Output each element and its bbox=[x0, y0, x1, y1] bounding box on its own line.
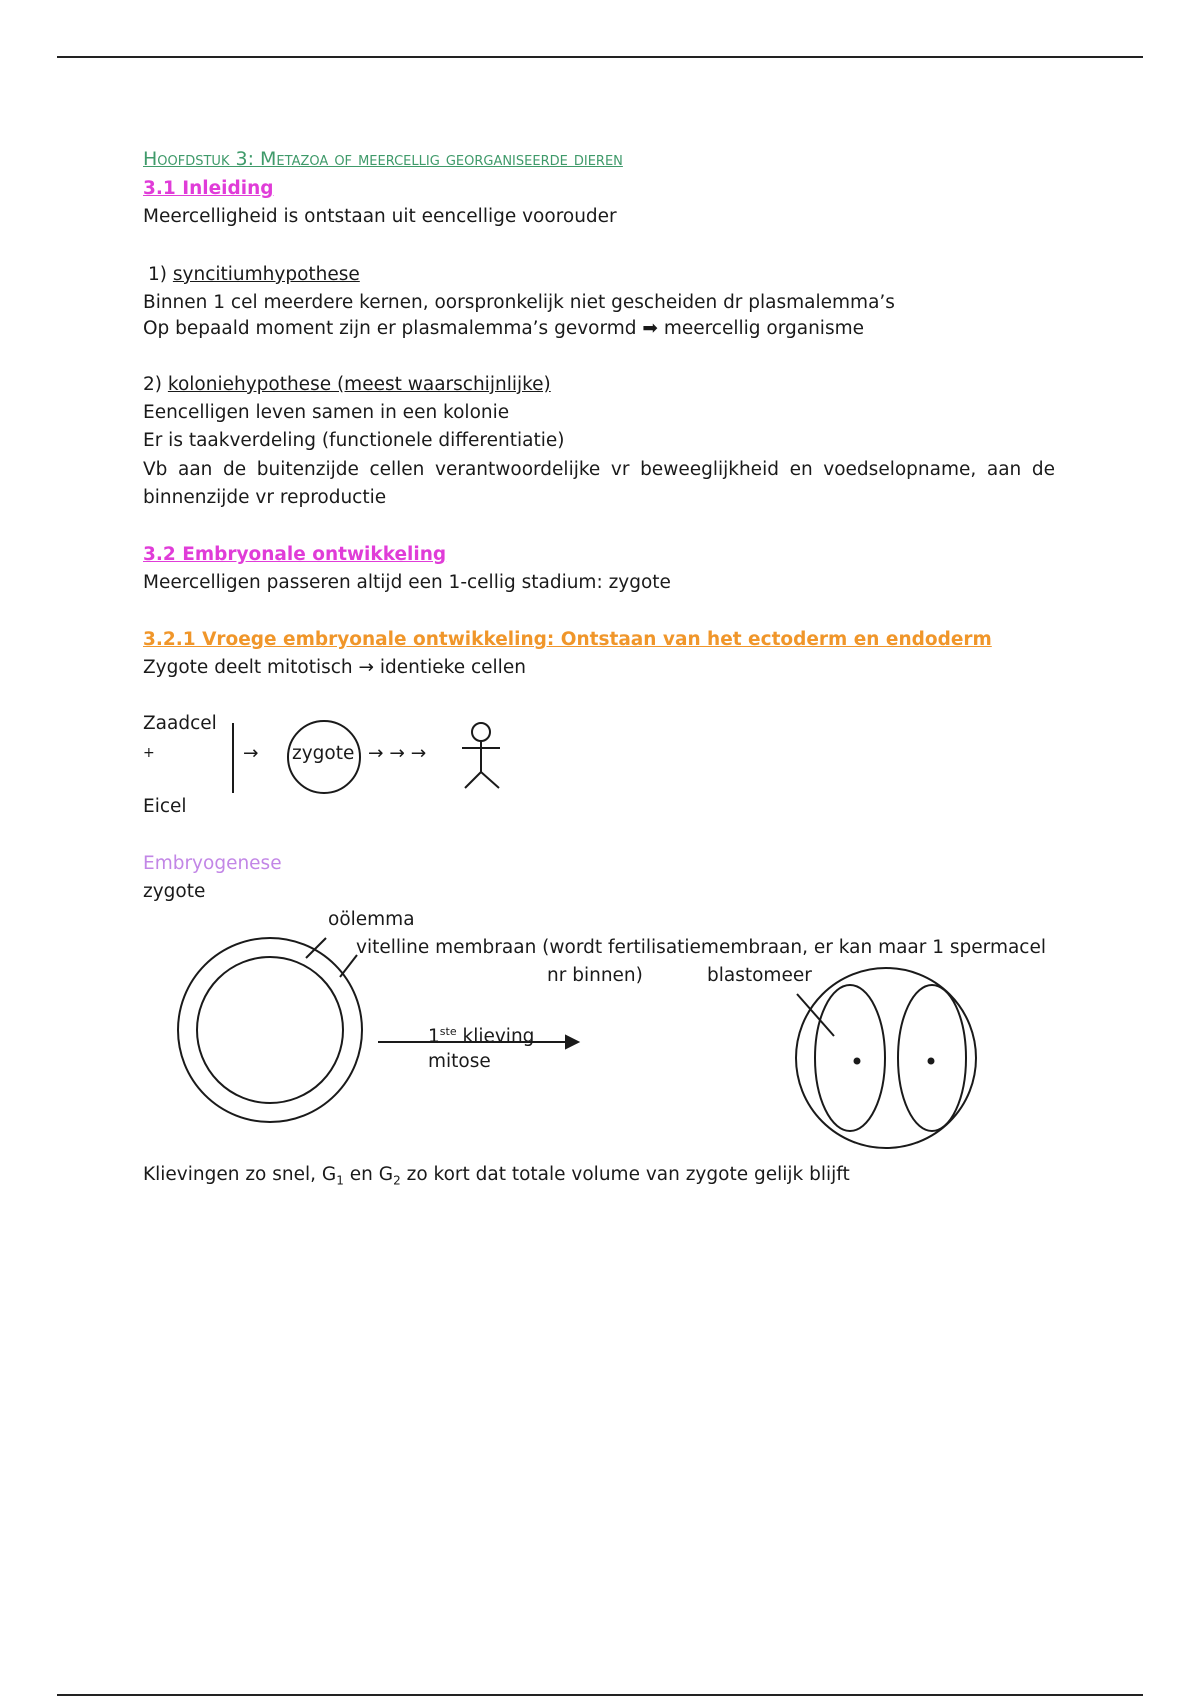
vitelline-label: vitelline membraan (wordt fertilisatiemembraan, er kan maar 1 spermacel bbox=[356, 937, 1046, 958]
hypothesis-2-line-3: Vb aan de buitenzijde cellen verantwoordelijke vr beweeglijkheid en voedselopname, aan de binnenzijde vr reproductie bbox=[143, 459, 1055, 508]
hypothesis-2-line-1: Eencelligen leven samen in een kolonie bbox=[143, 402, 510, 423]
oolemma-label: oölemma bbox=[328, 909, 415, 930]
hypothesis-2-line-2: Er is taakverdeling (functionele differentiatie) bbox=[143, 430, 565, 451]
section-3-2-1-intro: Zygote deelt mitotisch → identieke cellen bbox=[143, 657, 526, 678]
klieving-label: 1ste klieving bbox=[428, 1025, 535, 1048]
chapter-title: Hoofdstuk 3: Metazoa of meercellig georganiseerde dieren bbox=[143, 148, 623, 170]
intro-text: Meercelligheid is ontstaan uit eencellige voorouder bbox=[143, 206, 617, 227]
eicel-label: Eicel bbox=[143, 796, 187, 817]
mitose-label: mitose bbox=[428, 1051, 491, 1072]
plus-label: + bbox=[143, 745, 155, 761]
arrow-right-icon: ➡ bbox=[642, 318, 658, 339]
section-heading-3-2-1: 3.2.1 Vroege embryonale ontwikkeling: Ontstaan van het ectoderm en endoderm bbox=[143, 629, 992, 650]
section-heading-3-1: 3.1 Inleiding bbox=[143, 178, 274, 199]
hypothesis-1-line-2: Op bepaald moment zijn er plasmalemma’s gevormd ➡ meercellig organisme bbox=[143, 318, 864, 339]
section-heading-3-2: 3.2 Embryonale ontwikkeling bbox=[143, 544, 447, 565]
stick-figure-icon bbox=[462, 723, 500, 788]
section-3-2-intro: Meercelligen passeren altijd een 1-cellig stadium: zygote bbox=[143, 572, 671, 593]
zygote-diagram bbox=[178, 938, 362, 1122]
embryogenese-heading: Embryogenese bbox=[143, 853, 282, 874]
two-cell-stage-diagram bbox=[796, 968, 976, 1148]
zygote-subheading: zygote bbox=[143, 881, 206, 902]
zygote-label: zygote bbox=[292, 743, 355, 764]
arrow-icon: → bbox=[243, 743, 259, 764]
hypothesis-2-title: 2) koloniehypothese (meest waarschijnlijke) bbox=[143, 374, 551, 395]
hypothesis-1-title: 1) syncitiumhypothese bbox=[148, 264, 360, 285]
vitelline-label-cont: nr binnen) bbox=[547, 965, 643, 986]
conclusion-text: Klievingen zo snel, $G_1$ en $G_2$ zo kort dat totale volume van zygote gelijk blijft bbox=[143, 1164, 850, 1188]
blastomeer-label: blastomeer bbox=[707, 965, 812, 986]
zaadcel-label: Zaadcel bbox=[143, 713, 217, 734]
hypothesis-1-line-1: Binnen 1 cel meerdere kernen, oorspronkelijk niet gescheiden dr plasmalemma’s bbox=[143, 292, 895, 313]
triple-arrow-icon: → → → bbox=[368, 743, 427, 764]
